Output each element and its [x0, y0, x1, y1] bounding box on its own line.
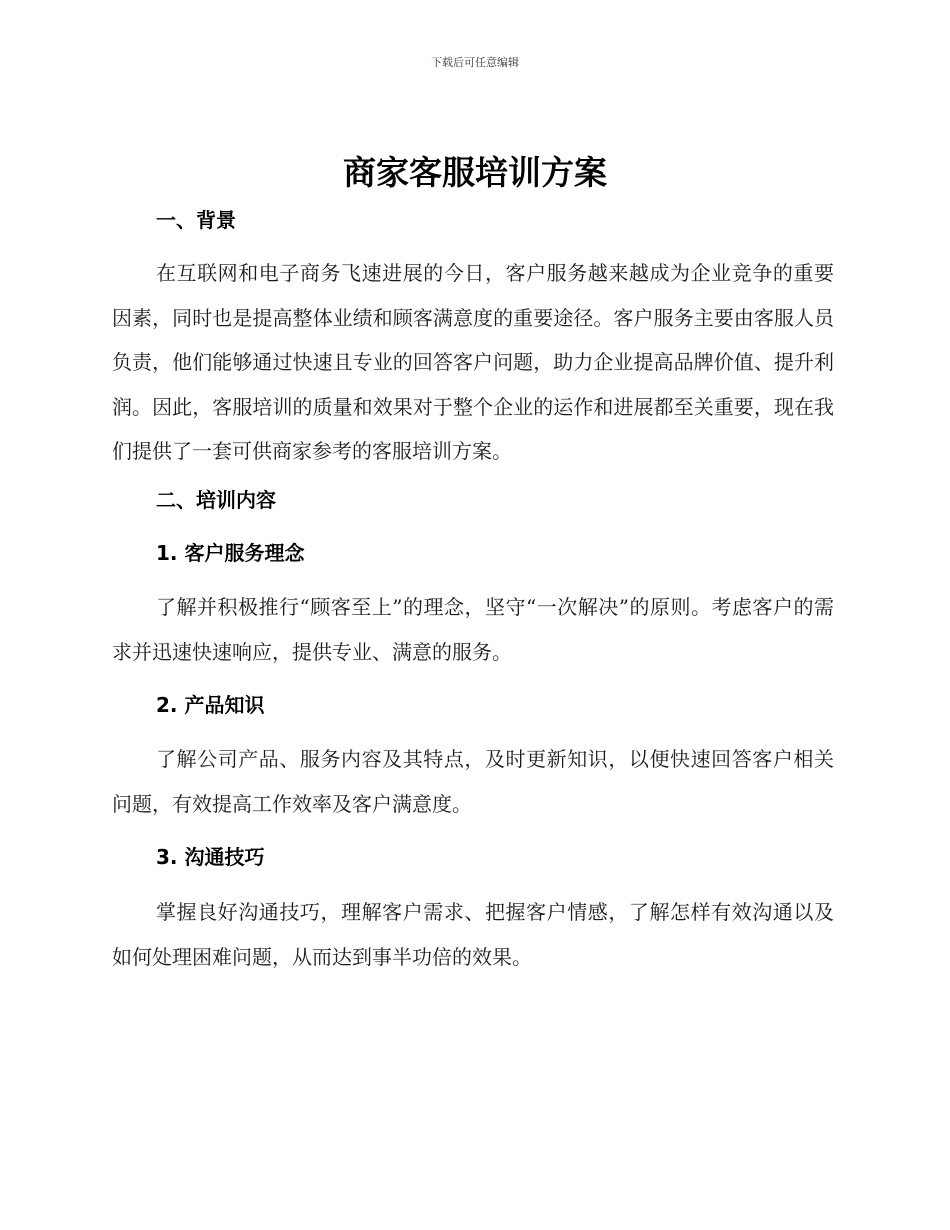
document-title: 商家客服培训方案 — [343, 153, 607, 192]
page-header-note: 下载后可任意编辑 — [431, 56, 519, 69]
communication-skills-paragraph: 掌握良好沟通技巧，理解客户需求、把握客户情感，了解怎样有效沟通以及如何处理困难问题，从而达到事半功倍的效果。 — [112, 900, 834, 969]
product-knowledge-paragraph: 了解公司产品、服务内容及其特点，及时更新知识，以便快速回答客户相关问题，有效提高工作效率及客户满意度。 — [112, 747, 834, 816]
background-paragraph: 在互联网和电子商务飞速进展的今日，客户服务越来越成为企业竞争的重要因素，同时也是提高整体业绩和顾客满意度的重要途径。客户服务主要由客服人员负责，他们能够通过快速且专业的回答客户问题，助力企业提高品牌价值、提升利润。因此，客服培训的质量和效果对于整个企业的运作和进展都至关重要，现在我们提供了一套可供商家参考的客服培训方案。 — [112, 261, 834, 463]
section-heading-training-content: 二、培训内容 — [156, 488, 276, 512]
section-heading-background: 一、背景 — [156, 208, 236, 232]
subheading-customer-service-concept: 1. 客户服务理念 — [156, 541, 305, 565]
subheading-communication-skills: 3. 沟通技巧 — [156, 845, 265, 869]
subheading-product-knowledge: 2. 产品知识 — [156, 693, 265, 717]
customer-service-concept-paragraph: 了解并积极推行“顾客至上”的理念，坚守“一次解决”的原则。考虑客户的需求并迅速快速响应，提供专业、满意的服务。 — [112, 595, 834, 664]
